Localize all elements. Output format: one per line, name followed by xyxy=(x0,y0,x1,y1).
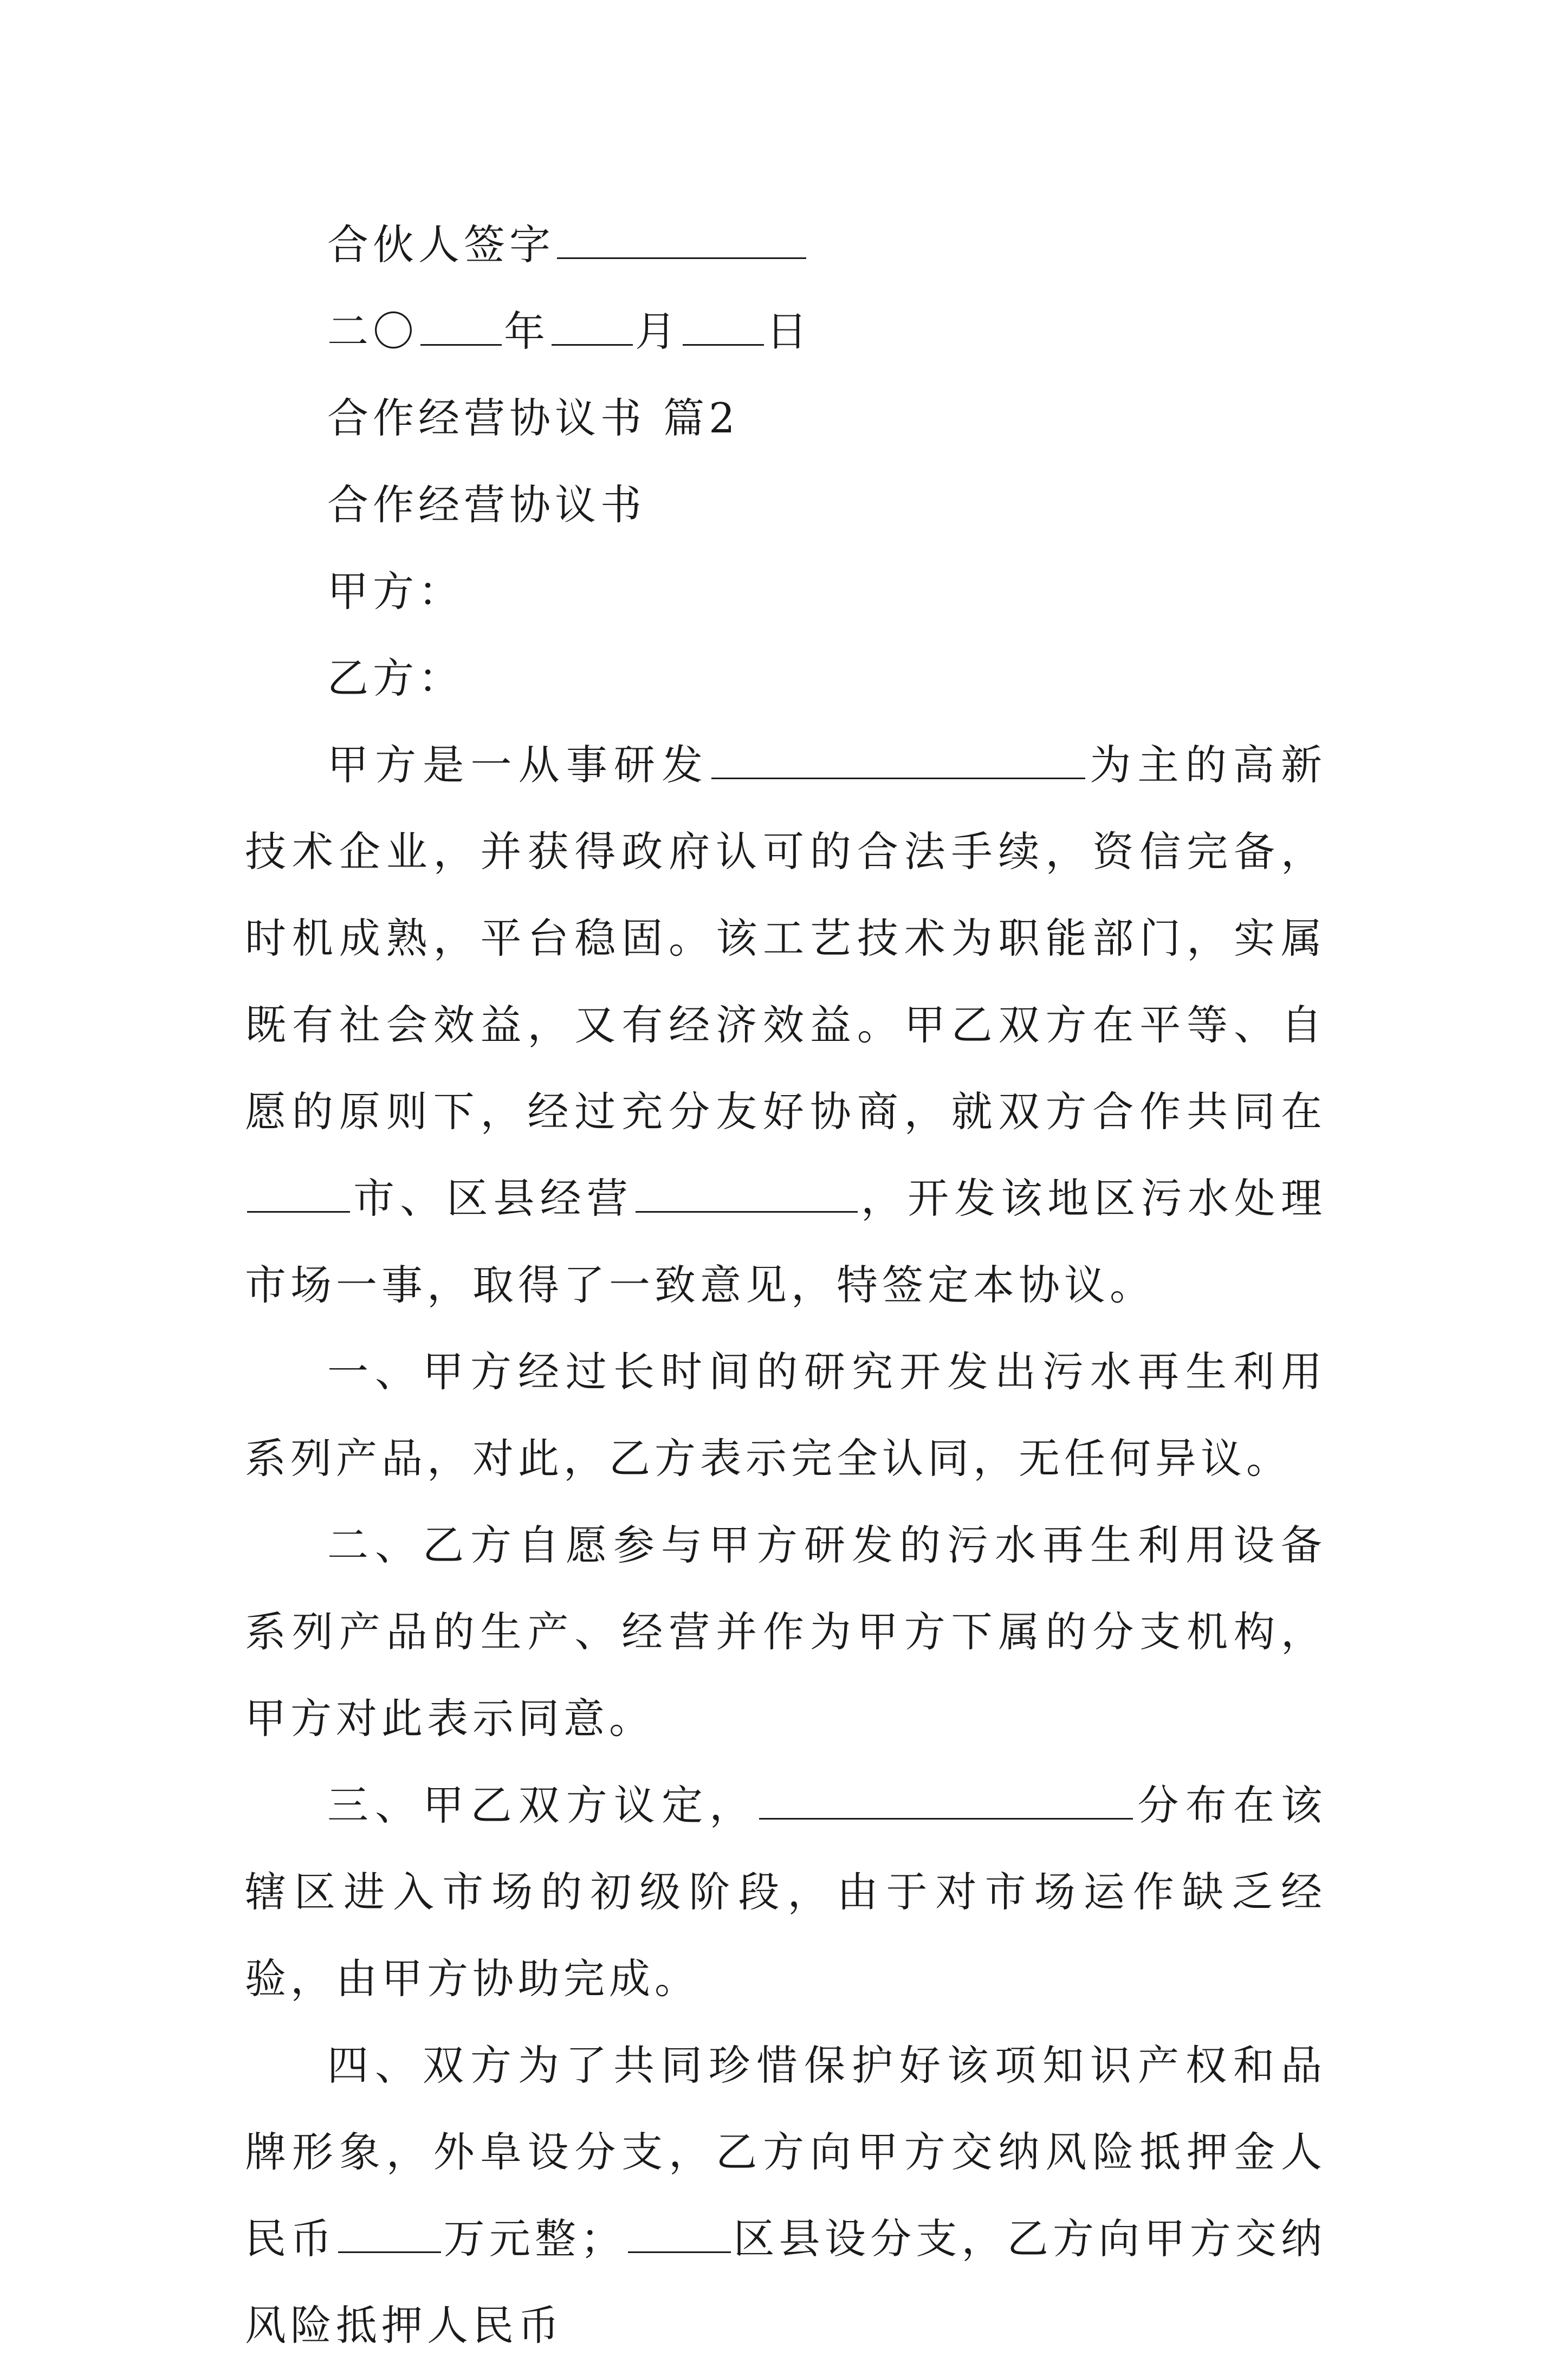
clause-4-text-3: 区县设分支，乙方向甲方交纳风险抵押人民币 xyxy=(245,2215,1327,2349)
partner-signature-line xyxy=(245,202,1326,288)
intro-text-3: 市、区县经营 xyxy=(352,1174,633,1222)
clause-4-text-2: 万元整； xyxy=(443,2215,626,2263)
date-line xyxy=(245,288,1326,375)
date-prefix: 二〇 xyxy=(327,307,418,355)
clause-3-blank xyxy=(759,1780,1133,1820)
year-label: 年 xyxy=(504,307,549,355)
clause-4-text-1: 四、双方为了共同珍惜保护好该项知识产权和品牌形象，外阜设分支，乙方向甲方交纳风险抵押金人民币 xyxy=(245,2041,1326,2263)
day-blank xyxy=(683,306,764,346)
clause-3-text-2: 分布在该辖区进入市场的初级阶段，由于对市场运作缺乏经验，由甲方协助完成。 xyxy=(245,1781,1327,2003)
clause-3-text-1: 三、甲乙双方议定， xyxy=(327,1781,757,1829)
deposit-amount-blank xyxy=(338,2213,441,2253)
section-heading: 合作经营协议书 篇2 xyxy=(327,394,740,442)
day-label: 日 xyxy=(766,307,812,355)
clause-2: 二、乙方自愿参与甲方研发的污水再生利用设备系列产品的生产、经营并作为甲方下属的分支机构，甲方对此表示同意。 xyxy=(245,1521,1326,1743)
clause-4 xyxy=(245,2022,1326,2369)
clause-1: 一、甲方经过长时间的研究开发出污水再生利用系列产品，对此，乙方表示完全认同，无任何异议。 xyxy=(245,1348,1326,1483)
intro-text-2: 为主的高新技术企业，并获得政府认可的合法手续，资信完备，时机成熟，平台稳固。该工艺技术为职能部门，实属既有社会效益，又有经济效益。甲乙双方在平等、自愿的原则下，经过充分友好协商，就双方合作共同在 xyxy=(245,741,1327,1136)
month-blank xyxy=(552,306,633,346)
partner-signature-label: 合伙人签字 xyxy=(327,221,555,269)
party-b-line: 乙方： xyxy=(327,654,464,702)
intro-text-1: 甲方是一从事研发 xyxy=(327,741,710,789)
research-field-blank xyxy=(711,740,1085,779)
district-blank xyxy=(628,2213,731,2253)
city-blank xyxy=(247,1173,350,1213)
intro-paragraph xyxy=(245,722,1326,1329)
party-a-line: 甲方： xyxy=(327,567,464,616)
month-label: 月 xyxy=(635,307,681,355)
document-body xyxy=(245,202,1326,2369)
clause-3 xyxy=(245,1762,1326,2022)
intro-text-4: ，开发该地区污水处理市场一事，取得了一致意见，特签定本协议。 xyxy=(245,1174,1327,1309)
document-title: 合作经营协议书 xyxy=(327,481,646,529)
year-blank xyxy=(420,306,502,346)
business-blank xyxy=(636,1173,858,1213)
signature-blank xyxy=(557,219,806,259)
